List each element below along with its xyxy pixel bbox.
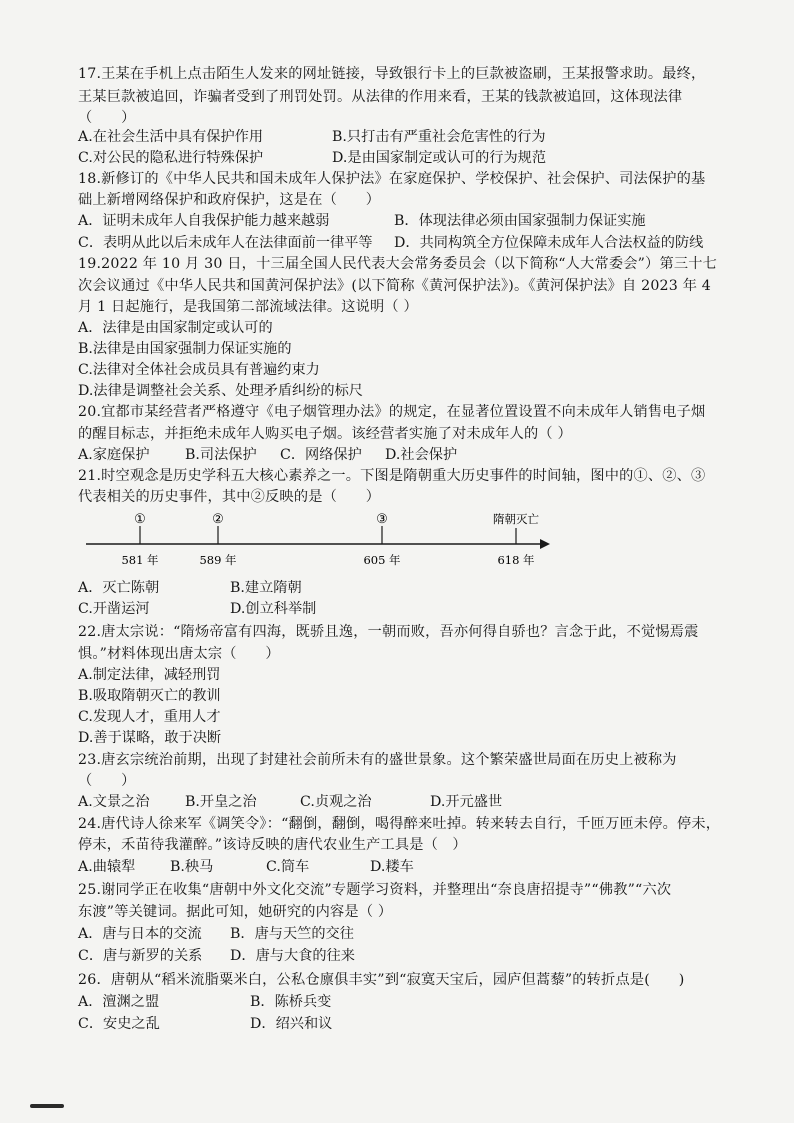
- q22-stem-line2: 惧。”材料体现出唐太宗（ ）: [78, 646, 280, 662]
- q22-option-d: D.善于谋略，敢于决断: [78, 730, 222, 746]
- q25-option-b: B．唐与天竺的交往: [230, 926, 354, 942]
- q21-option-a: A．灭亡陈朝: [78, 580, 160, 596]
- q19-option-c: C.法律对全体社会成员具有普遍约束力: [78, 362, 320, 378]
- q24-stem-line2: 停未，禾苗待我灌醉。”该诗反映的唐代农业生产工具是（ ）: [78, 837, 467, 853]
- q22-option-a: A.制定法律，减轻刑罚: [78, 667, 221, 683]
- scan-smudge: [30, 1104, 64, 1108]
- q20-option-c: C．网络保护: [280, 447, 362, 463]
- timeline-marker-2: ②: [212, 512, 224, 527]
- q19-option-d: D.法律是调整社会关系、处理矛盾纠纷的标尺: [78, 383, 363, 399]
- q26-option-d: D．绍兴和议: [250, 1016, 333, 1032]
- q17-option-a: A.在社会生活中具有保护作用: [78, 129, 264, 145]
- q17-option-c: C.对公民的隐私进行特殊保护: [78, 150, 264, 166]
- q26-option-c: C．安史之乱: [78, 1016, 160, 1032]
- q22-stem-line1: 22.唐太宗说：“隋炀帝富有四海，既骄且逸，一朝而败，吾亦何得自骄也？言念于此，不觉惕焉震: [78, 624, 699, 640]
- q24-stem-line1: 24.唐代诗人徐来军《调笑令》：“翻倒，翻倒，喝得醉来吐掉。转来转去自行，千匝万匝未停。停未，: [78, 816, 721, 832]
- q20-option-a: A.家庭保护: [78, 447, 150, 463]
- q17-stem-line1: 17.王某在手机上点击陌生人发来的网址链接，导致银行卡上的巨款被盗刷，王某报警求助。最终，: [78, 66, 706, 82]
- q19-option-a: A．法律是由国家制定或认可的: [78, 320, 273, 336]
- q23-option-a: A.文景之治: [78, 794, 150, 810]
- q18-option-d: D．共同构筑全方位保障未成年人合法权益的防线: [394, 235, 704, 251]
- q25-option-c: C．唐与新罗的关系: [78, 948, 203, 964]
- q19-option-b: B.法律是由国家强制力保证实施的: [78, 341, 292, 357]
- q23-blank: （ ）: [78, 773, 136, 789]
- q20-stem-line2: 的醒目标志，并拒绝未成年人购买电子烟。该经营者实施了对未成年人的（ ）: [78, 426, 572, 442]
- timeline-year-3: 605 年: [363, 553, 401, 567]
- q18-stem-line2: 础上新增网络保护和政府保护，这是在（ ）: [78, 192, 381, 208]
- timeline-figure: [78, 510, 558, 570]
- q19-stem-line1: 19.2022 年 10 月 30 日，十三届全国人民代表大会常务委员会（以下简称“人大常委会”）第三十七: [78, 256, 717, 272]
- q20-option-b: B.司法保护: [185, 447, 257, 463]
- timeline-end-label: 隋朝灭亡: [493, 512, 539, 526]
- timeline-arrow: [540, 539, 550, 549]
- timeline-year-2: 589 年: [199, 553, 237, 567]
- q26-option-b: B．陈桥兵变: [250, 994, 332, 1010]
- q25-stem-line1: 25.谢同学正在收集“唐朝中外文化交流”专题学习资料，并整理出“奈良唐招提寺”“佛教”“六次: [78, 882, 672, 898]
- timeline-year-4: 618 年: [497, 553, 535, 567]
- q23-stem-line1: 23.唐玄宗统治前期，出现了封建社会前所未有的盛世景象。这个繁荣盛世局面在历史上被称为: [78, 752, 677, 768]
- q18-option-a: A．证明未成年人自我保护能力越来越弱: [78, 213, 330, 229]
- timeline-marker-3: ③: [376, 512, 388, 527]
- q23-option-d: D.开元盛世: [430, 794, 503, 810]
- q26-option-a: A．澶渊之盟: [78, 994, 160, 1010]
- q19-stem-line3: 月 1 日起施行，是我国第二部流域法律。这说明（ ）: [78, 299, 418, 315]
- q26-stem-line1: 26．唐朝从“稻米流脂粟米白，公私仓廪俱丰实”到“寂寞天宝后，园庐但蒿藜”的转折点是( ): [78, 972, 685, 988]
- timeline-year-1: 581 年: [121, 553, 159, 567]
- q24-option-b: B.秧马: [170, 859, 214, 875]
- q22-option-c: C.发现人才，重用人才: [78, 709, 221, 725]
- q19-stem-line2: 次会议通过《中华人民共和国黄河保护法》(以下简称《黄河保护法》)。《黄河保护法》自 2023 年 4: [78, 278, 712, 294]
- q21-option-c: C.开凿运河: [78, 601, 150, 617]
- q18-option-b: B．体现法律必须由国家强制力保证实施: [394, 213, 646, 229]
- q24-option-d: D.耧车: [370, 859, 414, 875]
- q23-option-c: C.贞观之治: [300, 794, 372, 810]
- q21-stem-line2: 代表相关的历史事件，其中②反映的是（ ）: [78, 489, 381, 505]
- q24-option-c: C.筒车: [266, 859, 310, 875]
- q17-blank: （ ）: [78, 110, 136, 126]
- q21-option-b: B.建立隋朝: [230, 580, 302, 596]
- q21-stem-line1: 21.时空观念是历史学科五大核心素养之一。下图是隋朝重大历史事件的时间轴，图中的①、②、③: [78, 468, 706, 484]
- q17-stem-line2: 王某巨款被追回，诈骗者受到了刑罚处罚。从法律的作用来看，王某的钱款被追回，这体现法律: [78, 89, 683, 105]
- q20-option-d: D.社会保护: [385, 447, 458, 463]
- q17-option-d: D.是由国家制定或认可的行为规范: [332, 150, 547, 166]
- q20-stem-line1: 20.宜都市某经营者严格遵守《电子烟管理办法》的规定，在显著位置设置不向未成年人销售电子烟: [78, 404, 706, 420]
- q24-option-a: A.曲辕犁: [78, 859, 136, 875]
- q21-option-d: D.创立科举制: [230, 601, 317, 617]
- timeline-svg: [78, 510, 558, 570]
- q23-option-b: B.开皇之治: [185, 794, 257, 810]
- q25-stem-line2: 东渡”等关键词。据此可知，她研究的内容是（ ）: [78, 904, 393, 920]
- q18-stem-line1: 18.新修订的《中华人民共和国未成年人保护法》在家庭保护、学校保护、社会保护、司法保护的基: [78, 171, 706, 187]
- q22-option-b: B.吸取隋朝灭亡的教训: [78, 688, 221, 704]
- q18-option-c: C．表明从此以后未成年人在法律面前一律平等: [78, 235, 373, 251]
- q25-option-a: A．唐与日本的交流: [78, 926, 202, 942]
- q17-option-b: B.只打击有严重社会危害性的行为: [332, 129, 546, 145]
- timeline-marker-1: ①: [134, 512, 146, 527]
- q25-option-d: D．唐与大食的往来: [230, 948, 355, 964]
